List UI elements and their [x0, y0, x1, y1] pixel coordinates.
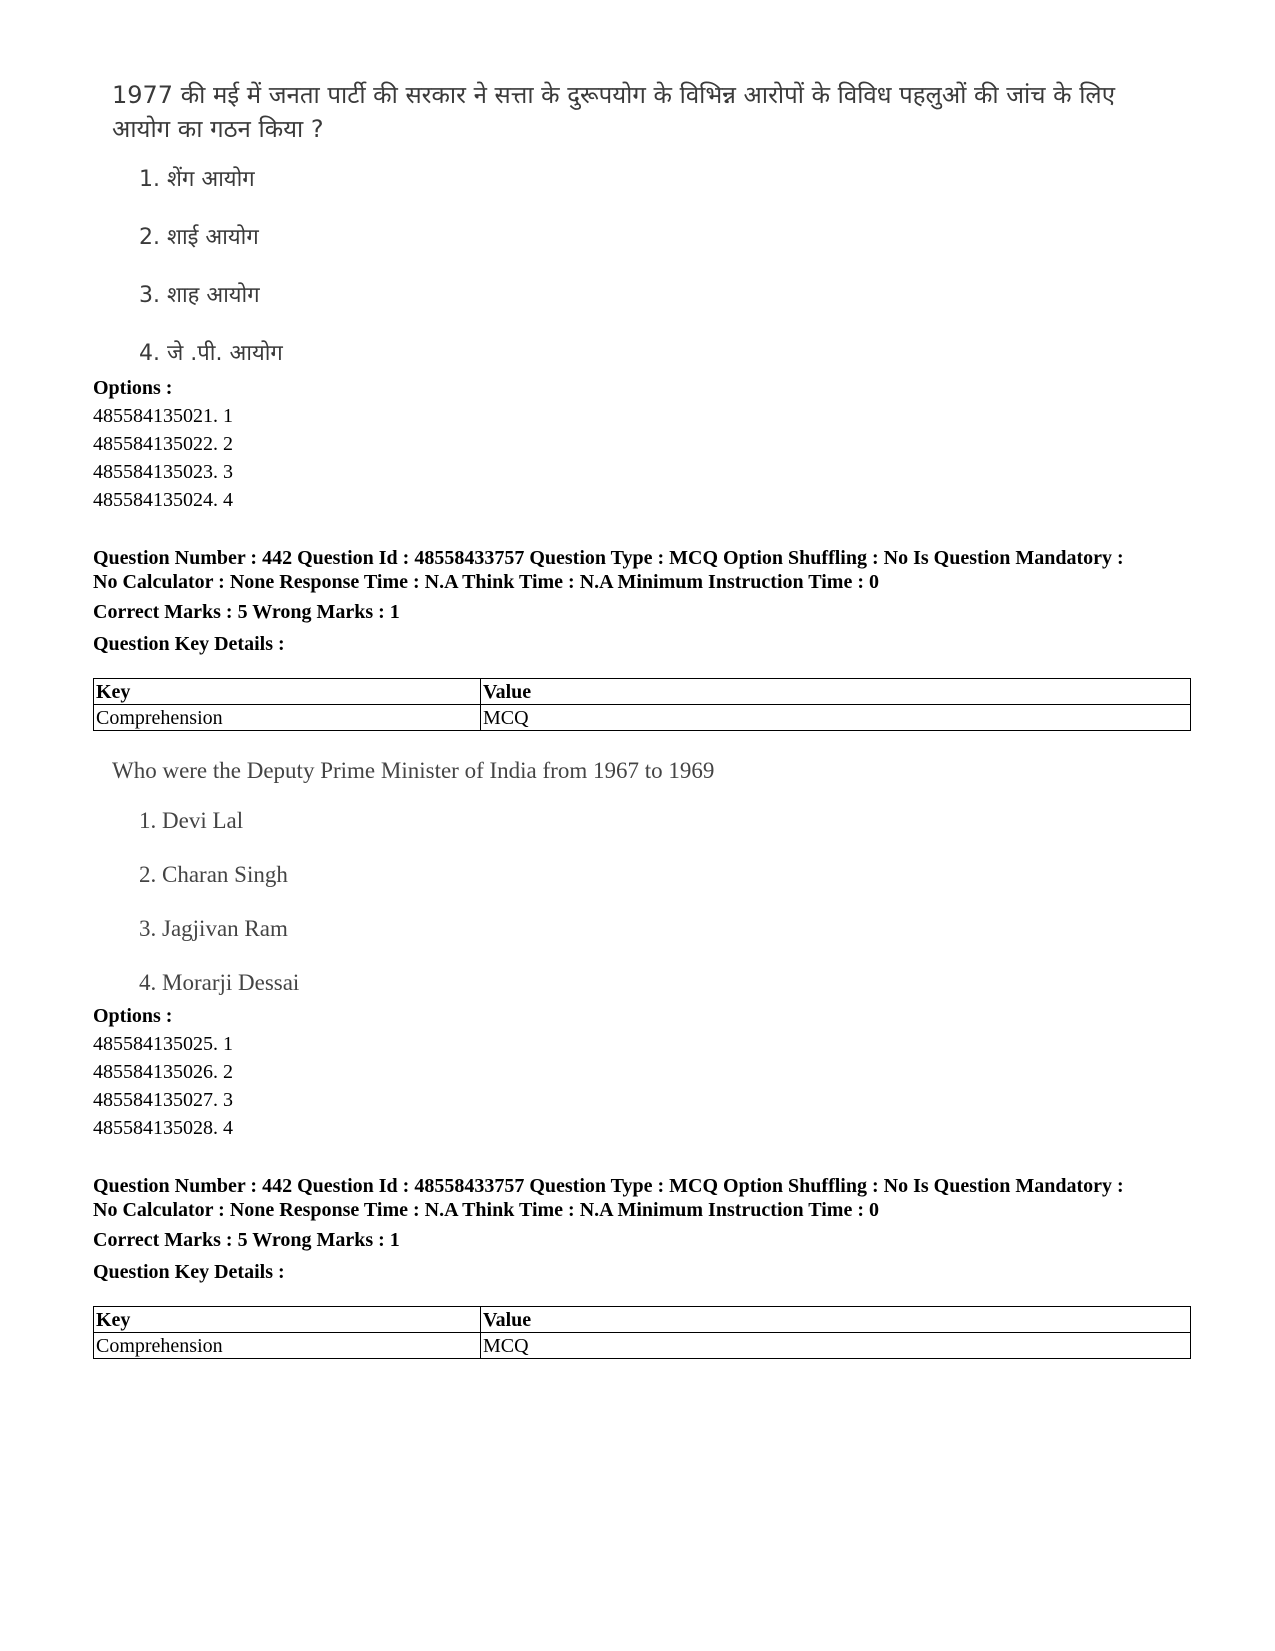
table-cell-value: MCQ	[481, 1333, 1191, 1359]
table-header-value: Value	[481, 1307, 1191, 1333]
choice-item: 1. Devi Lal	[139, 808, 244, 833]
choice-item: 3. शाह आयोग	[139, 283, 260, 308]
choice-item: 1. शेंग आयोग	[139, 167, 255, 192]
choice-item: 3. Jagjivan Ram	[139, 916, 288, 941]
question-text-english: Who were the Deputy Prime Minister of India from 1967 to 1969	[112, 758, 715, 783]
meta-line: Question Number : 442 Question Id : 48558433757 Question Type : MCQ Option Shuffling : No Is Question Mandatory :	[93, 547, 1124, 569]
choice-item: 2. Charan Singh	[139, 862, 288, 887]
choice-item: 4. Morarji Dessai	[139, 970, 300, 995]
option-id: 485584135027. 3	[93, 1089, 233, 1111]
key-value-table-1	[93, 678, 1191, 731]
table-row	[94, 1333, 1191, 1359]
option-id: 485584135023. 3	[93, 461, 233, 483]
option-id: 485584135028. 4	[93, 1117, 233, 1139]
table-header-row	[94, 1307, 1191, 1333]
meta-line: No Calculator : None Response Time : N.A Think Time : N.A Minimum Instruction Time : 0	[93, 571, 879, 593]
choice-item: 2. शाई आयोग	[139, 225, 259, 250]
options-label: Options :	[93, 377, 173, 399]
option-id: 485584135024. 4	[93, 489, 233, 511]
table-cell-key: Comprehension	[94, 1333, 481, 1359]
options-block-1	[93, 374, 233, 514]
marks-line: Correct Marks : 5 Wrong Marks : 1	[93, 601, 400, 623]
question-text-hindi: 1977 की मई में जनता पार्टी की सरकार ने सत्ता के दुरूपयोग के विभिन्न आरोपों के विविध पहलुओं की जांच के लिए आयोग का गठन किया ?	[112, 81, 1115, 143]
meta-line: Question Number : 442 Question Id : 48558433757 Question Type : MCQ Option Shuffling : No Is Question Mandatory :	[93, 1175, 1124, 1197]
option-id: 485584135021. 1	[93, 405, 233, 427]
table-header-key: Key	[94, 1307, 481, 1333]
options-block-2	[93, 1002, 233, 1142]
table-cell-key: Comprehension	[94, 705, 481, 731]
marks-line: Correct Marks : 5 Wrong Marks : 1	[93, 1229, 400, 1251]
key-value-table-2	[93, 1306, 1191, 1359]
table-header-value: Value	[481, 679, 1191, 705]
table-header-row	[94, 679, 1191, 705]
option-id: 485584135022. 2	[93, 433, 233, 455]
option-id: 485584135026. 2	[93, 1061, 233, 1083]
table-header-key: Key	[94, 679, 481, 705]
option-id: 485584135025. 1	[93, 1033, 233, 1055]
key-details-label: Question Key Details :	[93, 633, 285, 655]
choice-list-english	[139, 807, 299, 1023]
meta-line: No Calculator : None Response Time : N.A Think Time : N.A Minimum Instruction Time : 0	[93, 1199, 879, 1221]
key-details-label: Question Key Details :	[93, 1261, 285, 1283]
table-row	[94, 705, 1191, 731]
options-label: Options :	[93, 1005, 173, 1027]
choice-list-hindi	[139, 165, 283, 397]
question-meta-1	[93, 546, 1193, 658]
table-cell-value: MCQ	[481, 705, 1191, 731]
choice-item: 4. जे .पी. आयोग	[139, 341, 283, 366]
question-meta-2	[93, 1174, 1193, 1286]
